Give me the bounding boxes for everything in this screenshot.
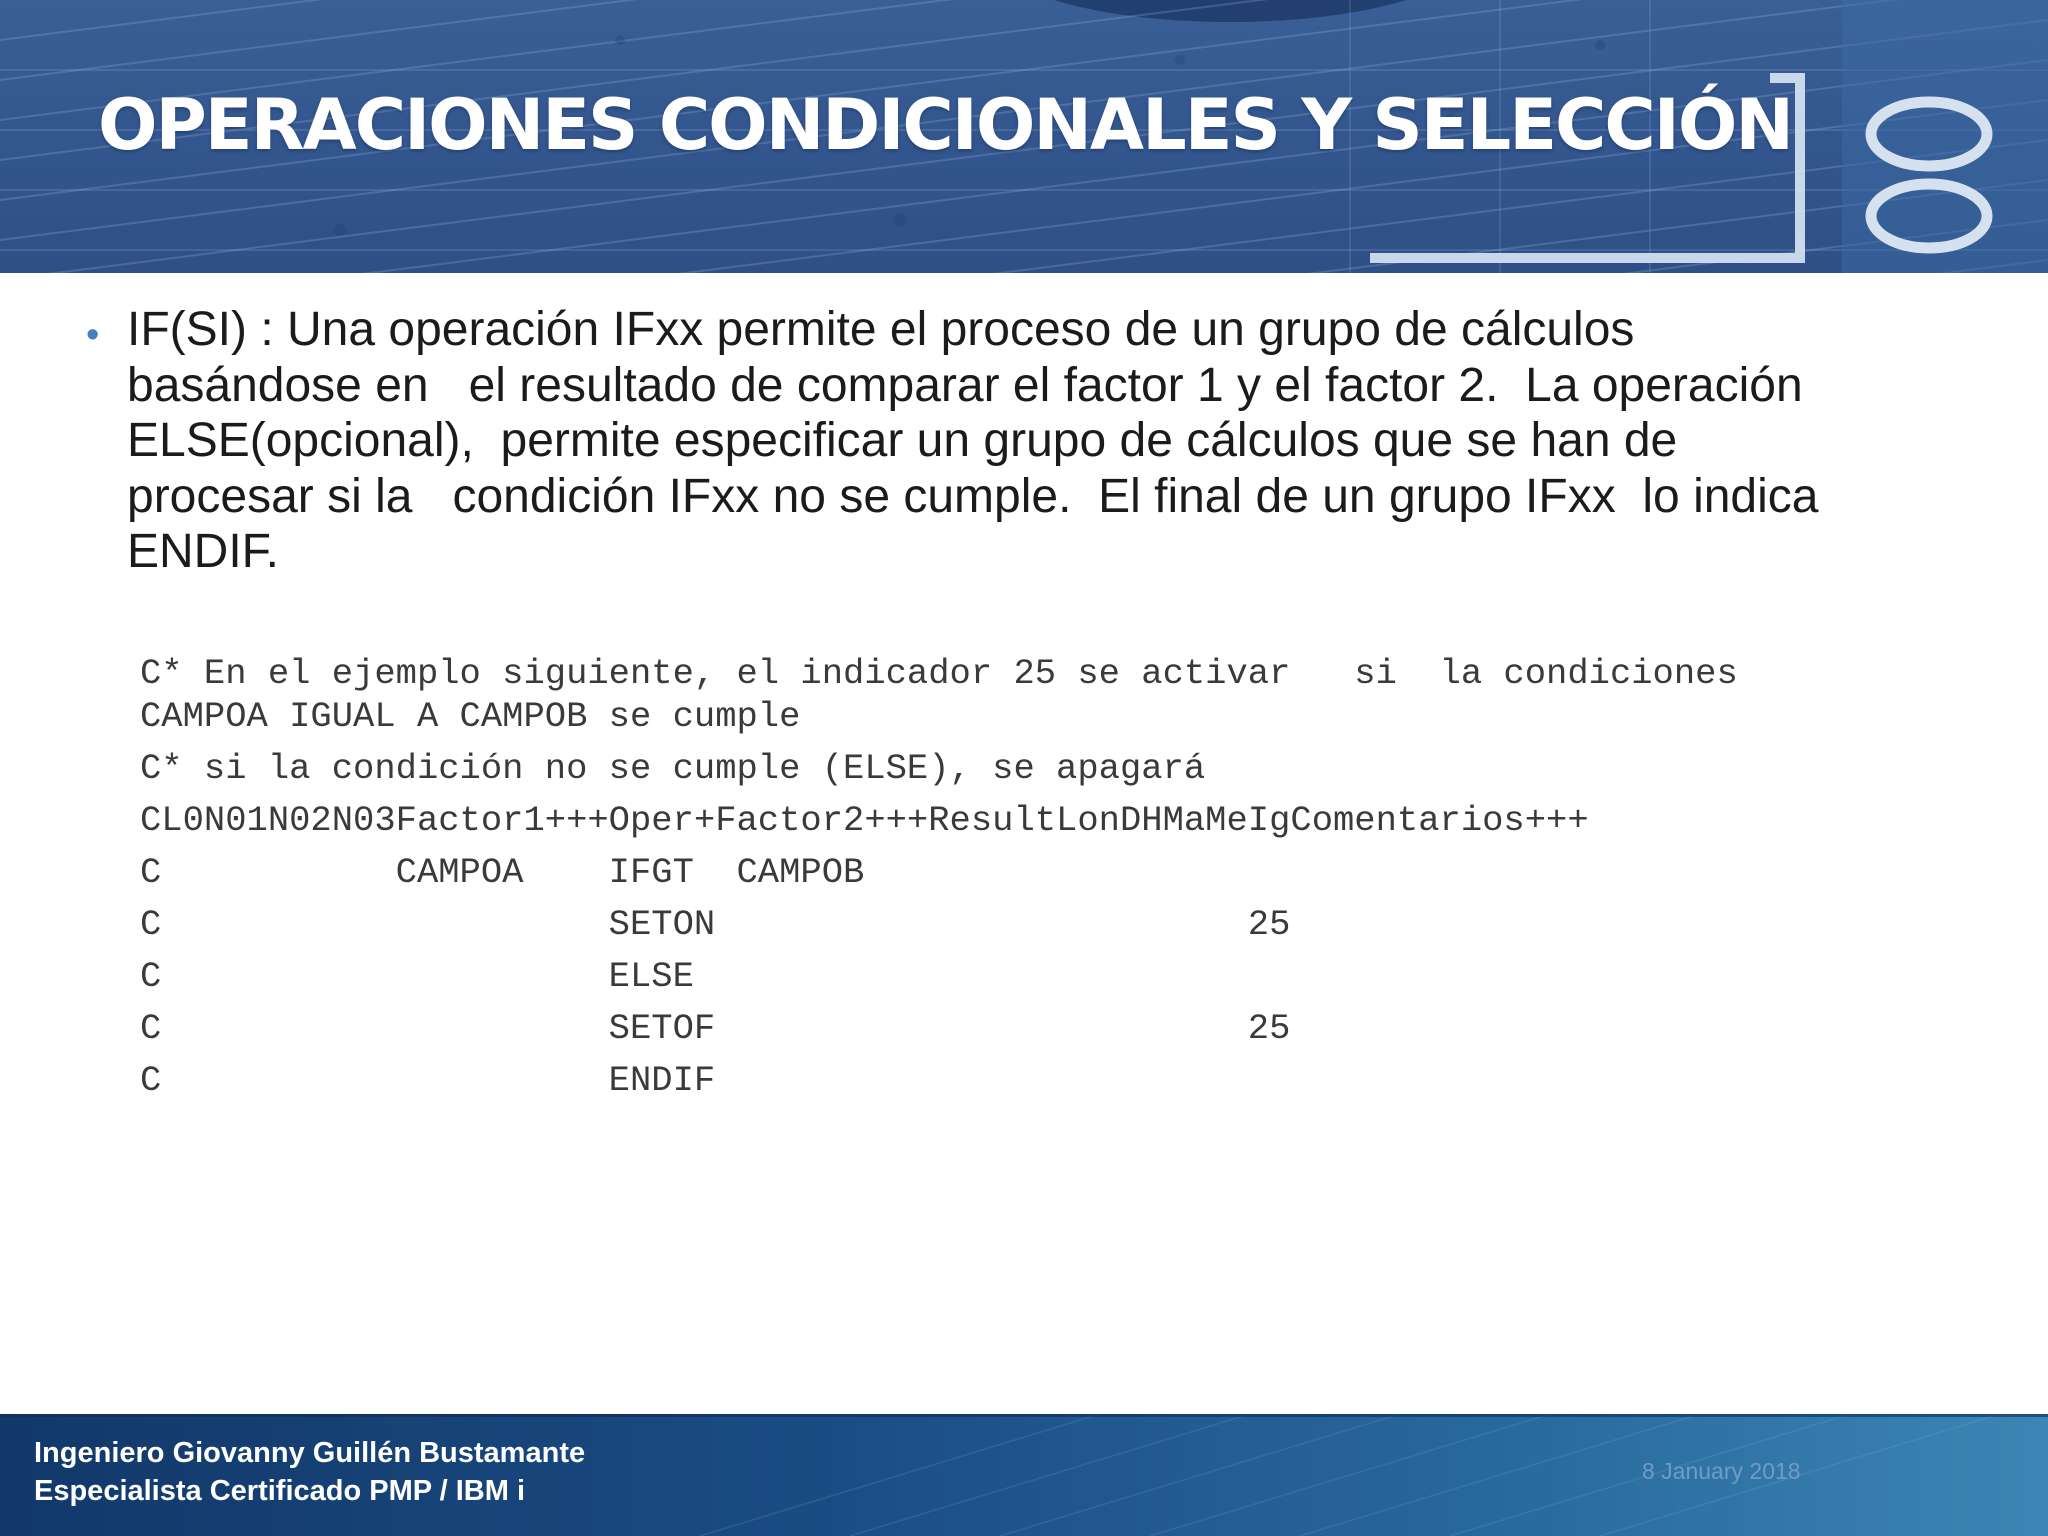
author-info: [34, 1434, 585, 1510]
code-comment-line: C* En el ejemplo siguiente, el indicador 25 se activar si la condiciones: [140, 653, 1738, 694]
author-title: Especialista Certificado PMP / IBM i: [34, 1475, 526, 1507]
slide-date: 8 January 2018: [1642, 1458, 1801, 1484]
header-banner: [0, 0, 2048, 273]
code-comment-line: C* si la condición no se cumple (ELSE), se apagará: [140, 748, 1206, 789]
bullet-line: IF(SI) : Una operación IFxx permite el proceso de un grupo de cálculos: [127, 303, 1635, 356]
code-line: C ELSE: [140, 956, 694, 997]
bullet-text: [127, 302, 2027, 580]
bullet-line: ELSE(opcional), permite especificar un grupo de cálculos que se han de: [127, 414, 1678, 467]
code-line: C SETON 25: [140, 904, 1291, 945]
bullet-dot-icon: •: [86, 314, 100, 356]
code-line: C SETOF 25: [140, 1008, 1291, 1049]
author-name: Ingeniero Giovanny Guillén Bustamante: [34, 1437, 586, 1469]
code-line: C CAMPOA IFGT CAMPOB: [140, 852, 865, 893]
code-header-line: CL0N01N02N03Factor1+++Oper+Factor2+++ResultLonDHMaMeIgComentarios+++: [140, 800, 1589, 841]
code-line: C ENDIF: [140, 1060, 716, 1101]
bullet-line: procesar si la condición IFxx no se cumple. El final de un grupo IFxx lo indica: [127, 469, 1819, 523]
bullet-line: ENDIF.: [127, 525, 280, 578]
code-comment-line: CAMPOA IGUAL A CAMPOB se cumple: [140, 696, 801, 737]
slide-title: OPERACIONES CONDICIONALES Y SELECCIÓN: [98, 84, 1792, 166]
code-example: [140, 652, 2020, 1102]
bullet-line: basándose en el resultado de comparar el factor 1 y el factor 2. La operación: [127, 358, 1803, 412]
footer-bar: [0, 1414, 2048, 1536]
